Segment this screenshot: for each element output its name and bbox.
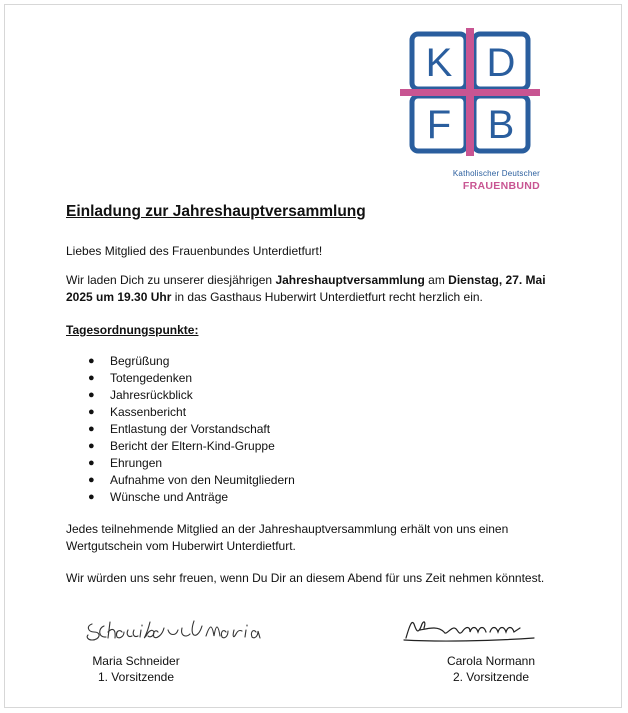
gift-paragraph: Jedes teilnehmende Mitglied an der Jahreshauptversammlung erhält von uns einen Wertgutschein vom Huberwirt Unterdietfurt. — [66, 522, 509, 553]
bullet-icon: ● — [88, 491, 95, 503]
agenda-item-label: Entlastung der Vorstandschaft — [110, 422, 271, 436]
invitation-date-time: Dienstag, 27. Mai 2025 um 19.30 Uhr — [66, 273, 546, 304]
greeting: Liebes Mitglied des Frauenbundes Unterdietfurt! — [66, 244, 323, 258]
bullet-icon: ● — [88, 440, 95, 452]
signature-carola-normann — [400, 614, 540, 646]
agenda-item — [66, 489, 295, 506]
signatory-2-name: Carola Normann — [446, 654, 536, 668]
agenda-heading: Tagesordnungspunkte: — [66, 323, 199, 337]
agenda-item — [66, 438, 295, 455]
logo-letter-f: F — [426, 103, 452, 147]
signatory-2 — [436, 653, 546, 685]
agenda-item — [66, 421, 295, 438]
bullet-icon: ● — [88, 474, 95, 486]
document-title: Einladung zur Jahreshauptversammlung — [66, 203, 366, 220]
signature-maria-schneider — [84, 616, 280, 646]
invitation-text-1: Wir laden Dich zu unserer diesjährigen — [66, 273, 276, 287]
agenda-item-label: Begrüßung — [110, 354, 170, 368]
agenda-item-label: Ehrungen — [110, 456, 163, 470]
agenda-item-label: Wünsche und Anträge — [110, 490, 229, 504]
invitation-text-2: am — [424, 273, 449, 287]
bullet-icon: ● — [88, 457, 95, 469]
agenda-item — [66, 387, 295, 404]
closing-paragraph: Wir würden uns sehr freuen, wenn Du Dir an diesem Abend für uns Zeit nehmen könntest. — [66, 571, 545, 585]
bullet-icon: ● — [88, 423, 95, 435]
agenda-item — [66, 353, 295, 370]
signatory-2-role: 2. Vorsitzende — [452, 670, 530, 684]
logo-letter-b: B — [487, 103, 515, 147]
bullet-icon: ● — [88, 355, 95, 367]
agenda-item-label: Jahresrückblick — [110, 388, 193, 402]
signatory-1-name: Maria Schneider — [92, 654, 180, 668]
agenda-item — [66, 404, 295, 421]
agenda-item-label: Bericht der Eltern-Kind-Gruppe — [110, 439, 275, 453]
invitation-event: Jahreshauptversammlung — [275, 273, 425, 287]
logo-cross-horizontal — [400, 89, 540, 96]
logo-wordmark: FRAUENBUND — [462, 180, 540, 192]
agenda-item — [66, 455, 295, 472]
agenda-item-label: Kassenbericht — [110, 405, 187, 419]
agenda-list — [66, 353, 295, 506]
bullet-icon: ● — [88, 389, 95, 401]
agenda-item-label: Totengedenken — [110, 371, 193, 385]
kdfb-logo — [400, 28, 540, 156]
signatory-1-role: 1. Vorsitzende — [97, 670, 175, 684]
agenda-item-label: Aufnahme von den Neumitgliedern — [110, 473, 295, 487]
bullet-icon: ● — [88, 406, 95, 418]
bullet-icon: ● — [88, 372, 95, 384]
logo-subtitle: Katholischer Deutscher — [452, 169, 540, 178]
logo-letter-k: K — [425, 41, 453, 85]
signatory-1 — [86, 653, 186, 685]
invitation-text-3: in das Gasthaus Huberwirt Unterdietfurt recht herzlich ein. — [171, 290, 483, 304]
invitation-paragraph — [66, 272, 566, 306]
agenda-item — [66, 472, 295, 489]
logo-letter-d: D — [486, 41, 516, 85]
agenda-item — [66, 370, 295, 387]
